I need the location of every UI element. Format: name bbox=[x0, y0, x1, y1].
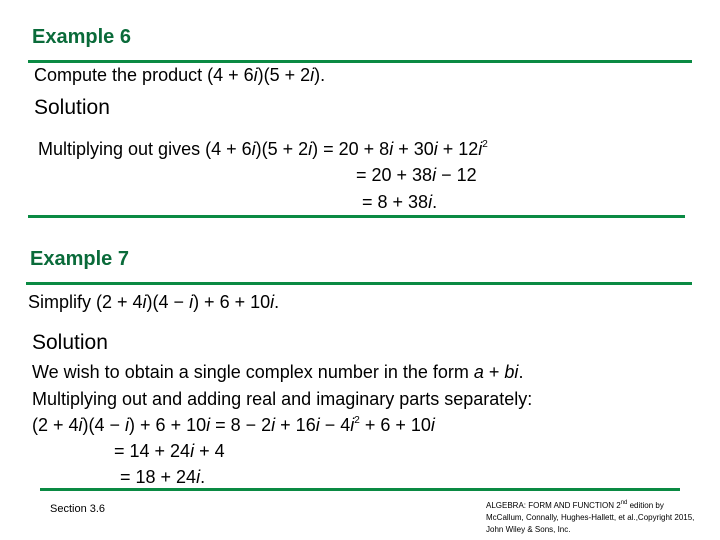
example-7-solution-line-4: = 14 + 24i + 4 bbox=[114, 441, 225, 461]
footer-divider bbox=[40, 488, 680, 491]
example-7-solution-line-2: Multiplying out and adding real and imaginary parts separately: bbox=[32, 389, 533, 409]
divider-rule bbox=[28, 215, 685, 218]
example-7-solution-line-5: = 18 + 24i. bbox=[120, 467, 206, 487]
footer-citation: ALGEBRA: FORM AND FUNCTION 2nd edition by McCallum, Connally, Hughes-Hallett, et al.,Copyright 2015, John Wiley & Sons, Inc. bbox=[486, 500, 695, 534]
example-7-solution-line-3: $(2 + 4i)(4 - i) + 6 + 10i = 8 - 2i + 16i - 4i^2 + 6 + 10i$ bbox=[32, 415, 435, 435]
example-7-title: Example 7 bbox=[30, 248, 129, 270]
example-6-solution-line-1: Multiplying out gives $(4 + 6i)(5 + 2i) = 20 + 8i + 30i + 12i^2$ bbox=[38, 139, 488, 159]
example-6-title: Example 6 bbox=[32, 26, 131, 48]
footer-section: Section 3.6 bbox=[50, 503, 106, 515]
example-6-prompt: Compute the product (4 + 6i)(5 + 2i). bbox=[34, 65, 326, 85]
example-7-solution-line-1: We wish to obtain a single complex number in the form a + bi. bbox=[32, 362, 524, 382]
divider-rule bbox=[28, 60, 692, 63]
example-7-prompt: Simplify (2 + 4i)(4 − i) + 6 + 10i. bbox=[28, 292, 280, 312]
example-6-solution-line-3: = 8 + 38i. bbox=[362, 192, 438, 212]
example-6-solution-line-2: = 20 + 38i − 12 bbox=[356, 165, 477, 185]
solution-label: Solution bbox=[32, 331, 108, 354]
divider-rule bbox=[26, 282, 692, 285]
solution-label: Solution bbox=[34, 96, 110, 119]
